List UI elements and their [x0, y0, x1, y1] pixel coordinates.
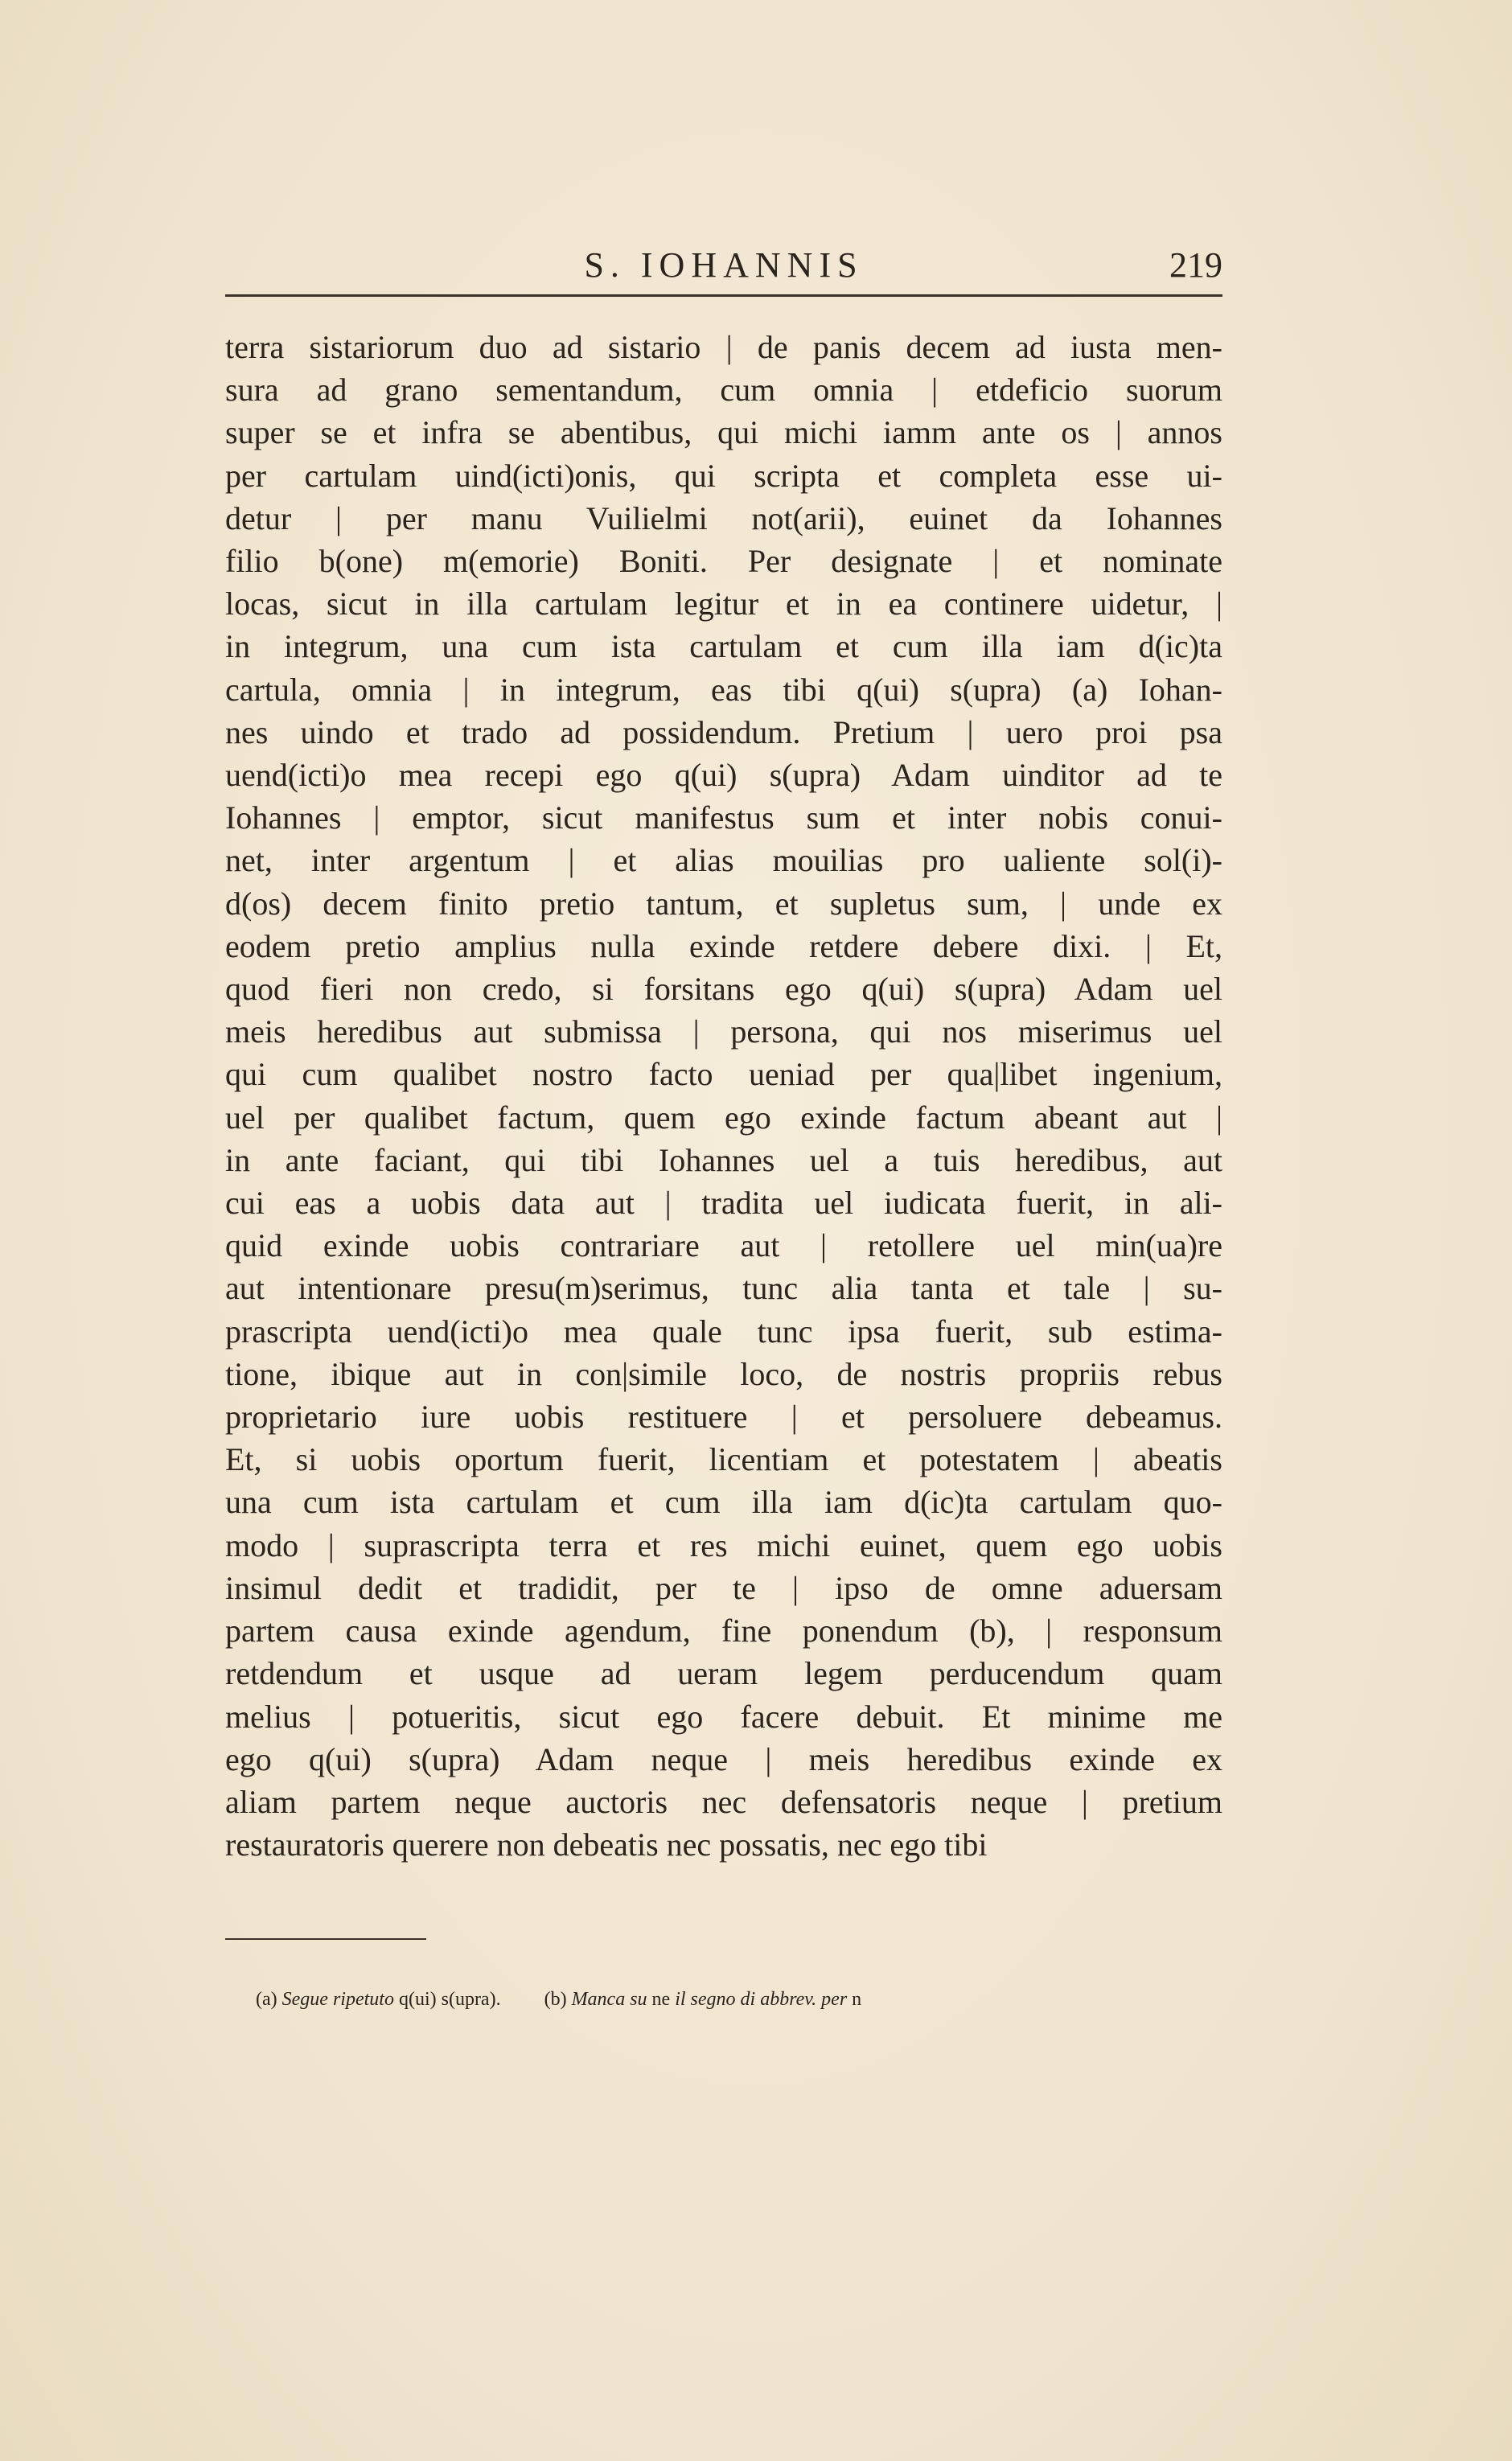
footnote-text: ne [651, 1989, 671, 2010]
text-line: terra sistariorum duo ad sistario | de panis decem ad iusta men- [225, 329, 1222, 365]
page-number: 219 [1169, 245, 1222, 285]
text-line: modo | suprascripta terra et res michi euinet, quem ego uobis [225, 1526, 1222, 1563]
text-line: uel per qualibet factum, quem ego exinde factum abeant aut | [225, 1099, 1222, 1136]
footnote-italic-text: Segue ripetuto [281, 1989, 394, 2010]
footnote-a [256, 1986, 501, 2012]
footnote-marker: (b) [544, 1989, 567, 2010]
text-line: net, inter argentum | et alias mouilias pro ualiente sol(i)- [225, 842, 1222, 879]
text-line: restauratoris querere non debeatis nec possatis, nec ego tibi [225, 1826, 988, 1863]
text-line: detur | per manu Vuilielmi not(arii), euinet da Iohannes [225, 499, 1222, 536]
text-line: quid exinde uobis contrariare aut | retollere uel min(ua)re [225, 1227, 1222, 1264]
text-line: in ante faciant, qui tibi Iohannes uel a tuis heredibus, aut [225, 1141, 1222, 1178]
footnote-rule [225, 1938, 426, 1940]
text-line: filio b(one) m(emorie) Boniti. Per designate | et nominate [225, 543, 1222, 580]
text-line: ego q(ui) s(upra) Adam neque | meis heredibus exinde ex [225, 1740, 1222, 1777]
footnote-b [544, 1986, 862, 2012]
header-rule [225, 294, 1222, 297]
text-line: Iohannes | emptor, sicut manifestus sum et inter nobis conui- [225, 799, 1222, 836]
text-line: meis heredibus aut submissa | persona, qui nos miserimus uel [225, 1013, 1222, 1050]
text-line: in integrum, una cum ista cartulam et cum illa iam d(ic)ta [225, 628, 1222, 665]
text-line: cui eas a uobis data aut | tradita uel iudicata fuerit, in ali- [225, 1185, 1222, 1222]
text-line: d(os) decem finito pretio tantum, et supletus sum, | unde ex [225, 885, 1222, 922]
text-line: qui cum qualibet nostro facto ueniad per qua|libet ingenium, [225, 1056, 1222, 1093]
text-line: quod fieri non credo, si forsitans ego q(ui) s(upra) Adam uel [225, 971, 1222, 1008]
page-header [225, 241, 1222, 298]
text-line: sura ad grano sementandum, cum omnia | etdeficio suorum [225, 372, 1222, 409]
text-line: aut intentionare presu(m)serimus, tunc alia tanta et tale | su- [225, 1270, 1222, 1307]
footnote-text: n [852, 1989, 862, 2010]
footnote-italic-text: Manca su [571, 1989, 647, 2010]
text-line: cartula, omnia | in integrum, eas tibi q(ui) s(upra) (a) Iohan- [225, 671, 1222, 708]
footnote-text: q(ui) s(upra). [398, 1989, 501, 2010]
running-title: S. IOHANNIS [584, 245, 864, 285]
text-line: uend(icti)o mea recepi ego q(ui) s(upra) Adam uinditor ad te [225, 757, 1222, 794]
text-line: retdendum et usque ad ueram legem perducendum quam [225, 1655, 1222, 1692]
text-line: partem causa exinde agendum, fine ponendum (b), | responsum [225, 1613, 1222, 1650]
footnote-italic-text: il segno di abbrev. per [675, 1989, 848, 2010]
text-line: insimul dedit et tradidit, per te | ipso de omne aduersam [225, 1569, 1222, 1606]
footnote-marker: (a) [256, 1989, 277, 2010]
text-line: eodem pretio amplius nulla exinde retdere debere dixi. | Et, [225, 927, 1222, 964]
text-line: prascripta uend(icti)o mea quale tunc ipsa fuerit, sub estima- [225, 1313, 1222, 1350]
footnotes [256, 1986, 1140, 2012]
text-line: una cum ista cartulam et cum illa iam d(ic)ta cartulam quo- [225, 1484, 1222, 1521]
text-line: nes uindo et trado ad possidendum. Pretium | uero proi psa [225, 713, 1222, 750]
text-line: melius | potueritis, sicut ego facere debuit. Et minime me [225, 1698, 1222, 1735]
body-text [225, 326, 1222, 1866]
text-line: Et, si uobis oportum fuerit, licentiam et potestatem | abeatis [225, 1441, 1222, 1478]
text-line: aliam partem neque auctoris nec defensatoris neque | pretium [225, 1783, 1222, 1820]
text-line: proprietario iure uobis restituere | et persoluere debeamus. [225, 1399, 1222, 1436]
text-line: locas, sicut in illa cartulam legitur et in ea continere uidetur, | [225, 585, 1222, 622]
text-line: super se et infra se abentibus, qui michi iamm ante os | annos [225, 414, 1222, 451]
text-line: per cartulam uind(icti)onis, qui scripta et completa esse ui- [225, 457, 1222, 494]
text-line: tione, ibique aut in con|simile loco, de nostris propriis rebus [225, 1355, 1222, 1392]
